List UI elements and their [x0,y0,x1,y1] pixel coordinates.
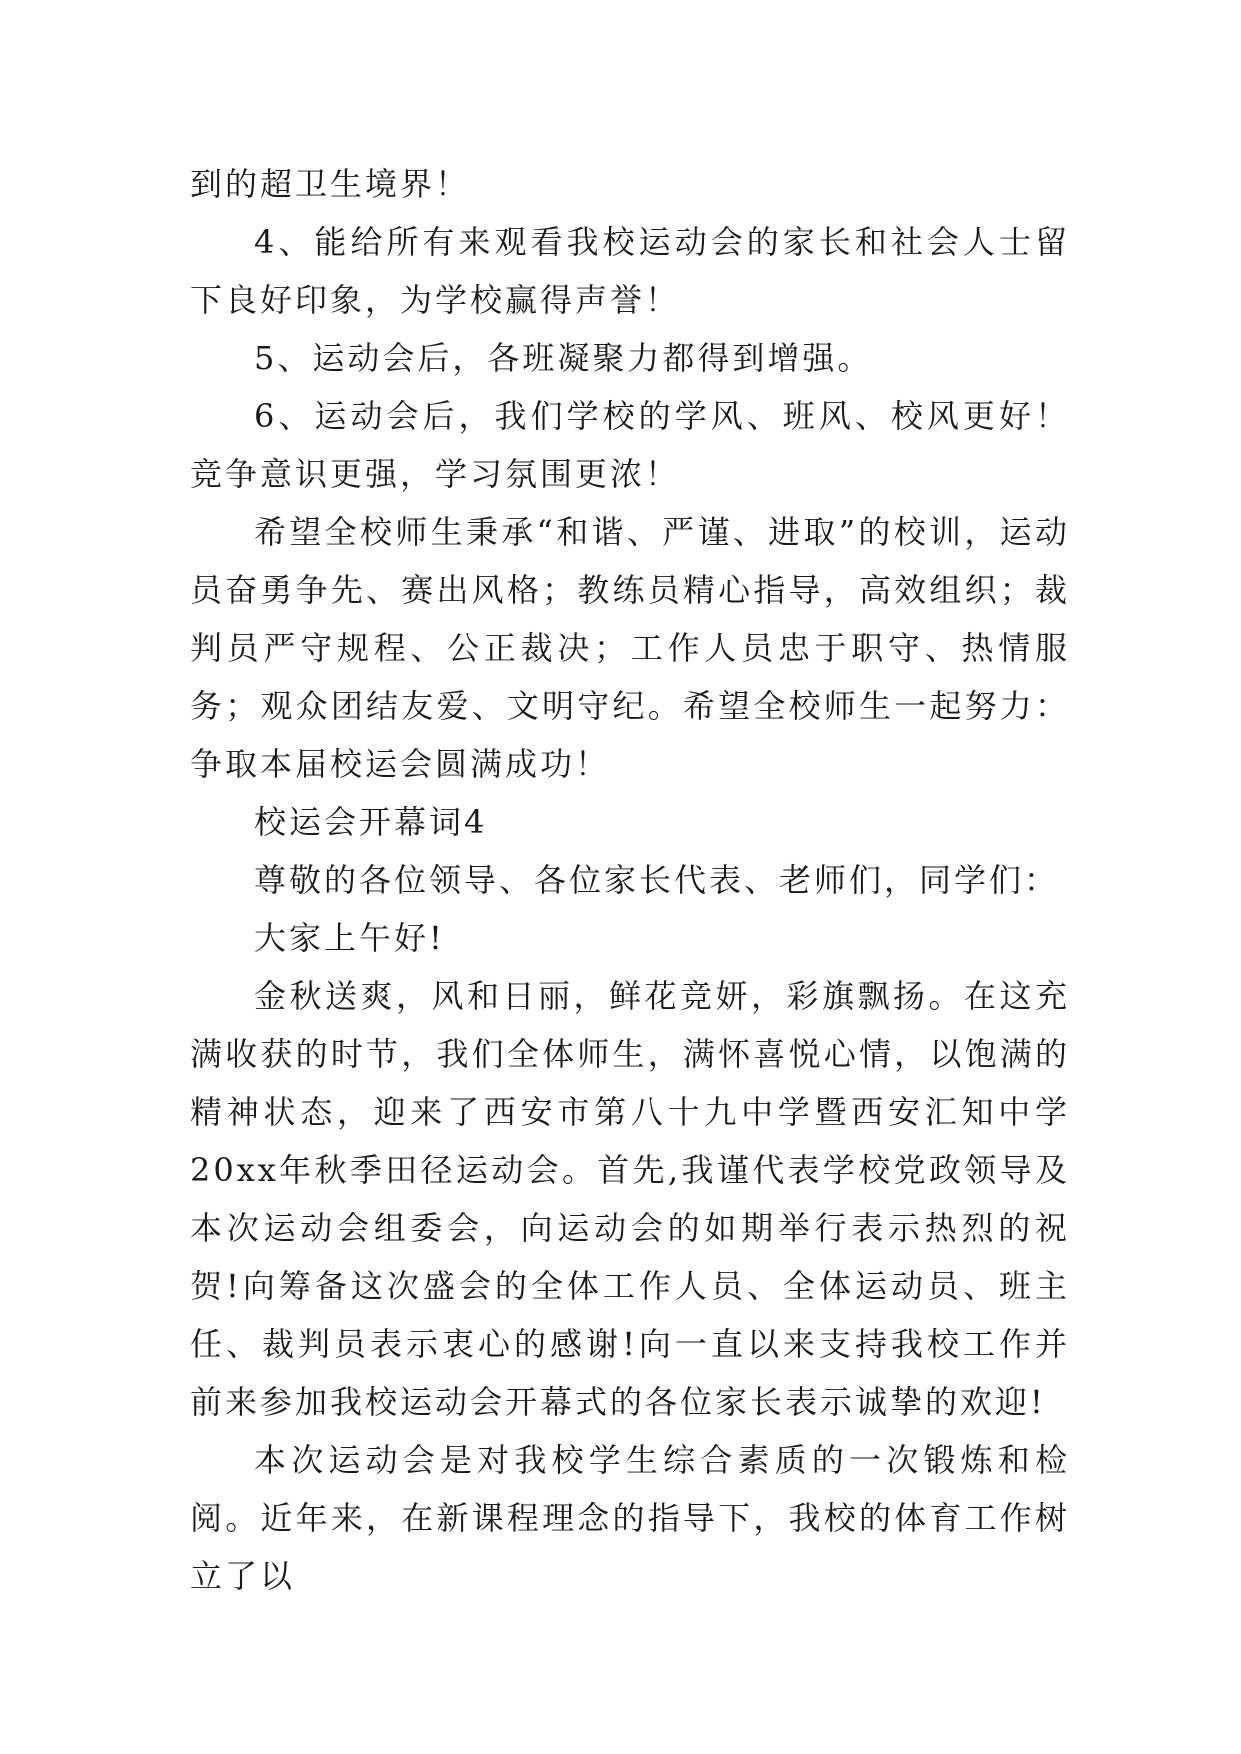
paragraph-5: 希望全校师生秉承“和谐、严谨、进取”的校训，运动员奋勇争先、赛出风格；教练员精心指导，高效组织；裁判员严守规程、公正裁决；工作人员忠于职守、热情服务；观众团结友爱、文明守纪。希望全校师生一起努力：争取本届校运会圆满成功！ [190,513,1070,783]
section-heading: 校运会开幕词4 [254,803,488,841]
paragraph-9: 金秋送爽，风和日丽，鲜花竞妍，彩旗飘扬。在这充满收获的时节，我们全体师生，满怀喜悦心情，以饱满的精神状态，迎来了西安市第八十九中学暨西安汇知中学20xx年秋季田径运动会。首先,我谨代表学校党政领导及本次运动会组委会，向运动会的如期举行表示热烈的祝贺!向筹备这次盛会的全体工作人员、全体运动员、班主任、裁判员表示衷心的感谢!向一直以来支持我校工作并前来参加我校运动会开幕式的各位家长表示诚挚的欢迎! [190,977,1070,1421]
salutation: 尊敬的各位领导、各位家长代表、老师们，同学们： [254,861,1060,899]
greeting: 大家上午好! [254,919,445,957]
paragraph-2: 4、能给所有来观看我校运动会的家长和社会人士留下良好印象，为学校赢得声誉！ [190,223,1070,319]
paragraph-4: 6、运动会后，我们学校的学风、班风、校风更好！竞争意识更强，学习氛围更浓！ [190,397,1070,493]
document-body [190,155,1070,1605]
paragraph-3: 5、运动会后，各班凝聚力都得到增强。 [254,339,873,377]
paragraph-10: 本次运动会是对我校学生综合素质的一次锻炼和检阅。近年来，在新课程理念的指导下，我校的体育工作树立了以 [190,1441,1070,1595]
paragraph-1: 到的超卫生境界！ [190,165,471,203]
